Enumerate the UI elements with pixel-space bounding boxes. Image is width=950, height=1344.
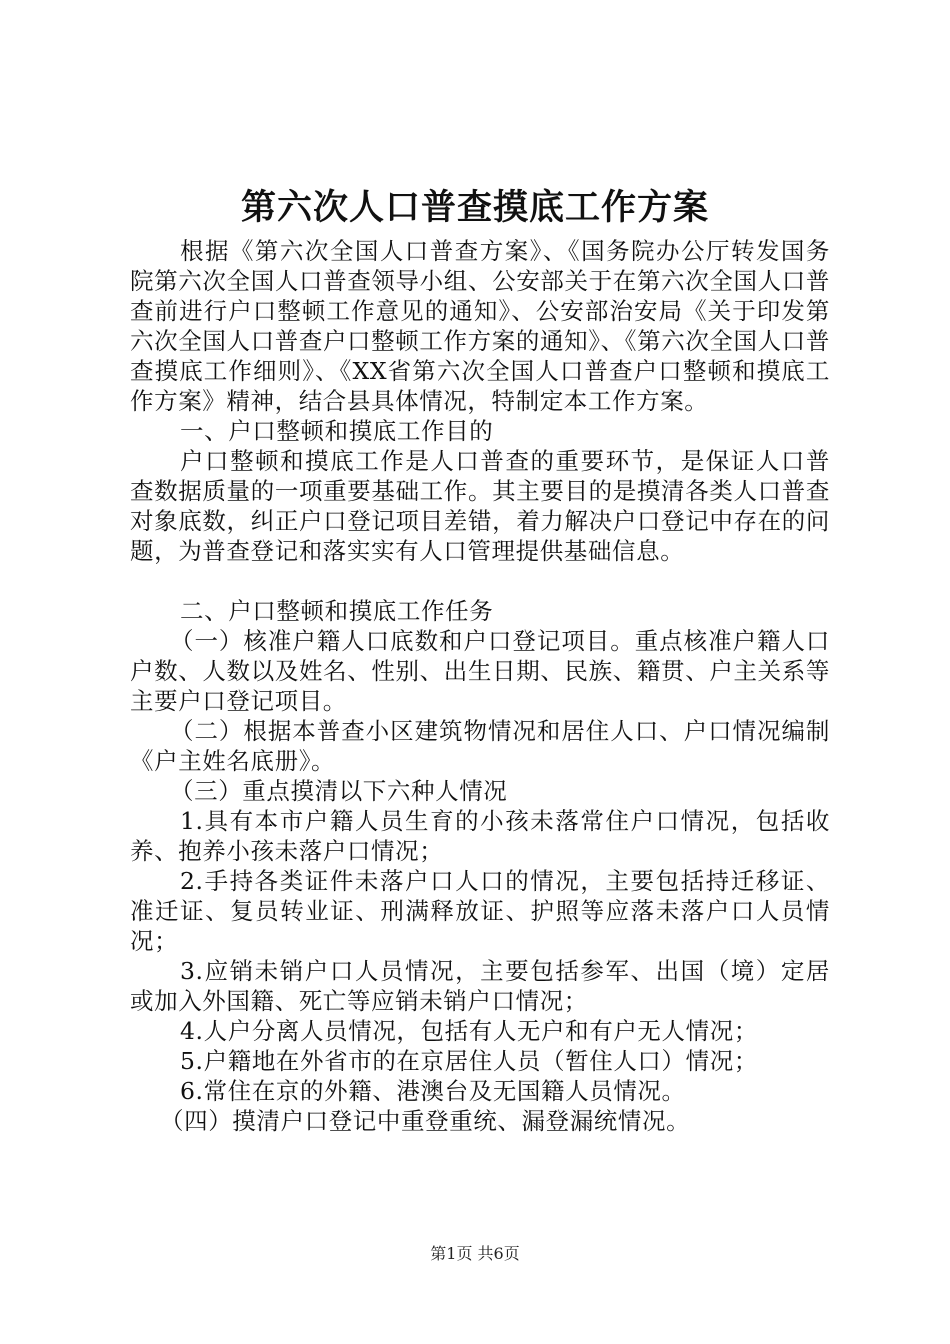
- intro-paragraph: 根据《第六次全国人口普查方案》、《国务院办公厅转发国务院第六次全国人口普查领导小组、公安部关于在第六次全国人口普查前进行户口整顿工作意见的通知》、公安部治安局《关于印发第六次全国人口普查户口整顿工作方案的通知》、《第六次全国人口普查摸底工作细则》、《XX省第六次全国人口普查户口整顿和摸底工作方案》精神，结合县具体情况，特制定本工作方案。: [130, 237, 830, 415]
- section-heading-purpose: 一、户口整顿和摸底工作目的: [180, 417, 494, 445]
- task-item-3: （三）重点摸清以下六种人情况: [170, 777, 508, 805]
- task-item-1: （一）核准户籍人口底数和户口登记项目。重点核准户籍人口户数、人数以及姓名、性别、出生日期、民族、籍贯、户主关系等主要户口登记项目。: [130, 627, 830, 715]
- task-item-2: （二）根据本普查小区建筑物情况和居住人口、户口情况编制《户主姓名底册》。: [130, 717, 830, 775]
- document-title: 第六次人口普查摸底工作方案: [240, 187, 709, 228]
- list-item-6: 6.常住在京的外籍、港澳台及无国籍人员情况。: [180, 1077, 686, 1105]
- purpose-paragraph: 户口整顿和摸底工作是人口普查的重要环节，是保证人口普查数据质量的一项重要基础工作。其主要目的是摸清各类人口普查对象底数，纠正户口登记项目差错，着力解决户口登记中存在的问题，为普查登记和落实实有人口管理提供基础信息。: [130, 447, 830, 565]
- list-item-1: 1.具有本市户籍人员生育的小孩未落常住户口情况，包括收养、抱养小孩未落户口情况；: [130, 807, 830, 865]
- paragraph-gap: [130, 566, 830, 596]
- page-footer: 第1页 共6页: [430, 1244, 520, 1263]
- list-item-2: 2.手持各类证件未落户口人口的情况，主要包括持迁移证、准迁证、复员转业证、刑满释放证、护照等应落未落户口人员情况；: [130, 867, 830, 955]
- list-item-4: 4.人户分离人员情况，包括有人无户和有户无人情况；: [180, 1017, 758, 1045]
- document-body: [130, 236, 830, 1136]
- task-item-4: （四）摸清户口登记中重登重统、漏登漏统情况。: [160, 1107, 691, 1135]
- list-item-5: 5.户籍地在外省市的在京居住人员（暂住人口）情况；: [180, 1047, 758, 1075]
- section-heading-tasks: 二、户口整顿和摸底工作任务: [180, 597, 494, 625]
- list-item-3: 3.应销未销户口人员情况，主要包括参军、出国（境）定居或加入外国籍、死亡等应销未销户口情况；: [130, 957, 830, 1015]
